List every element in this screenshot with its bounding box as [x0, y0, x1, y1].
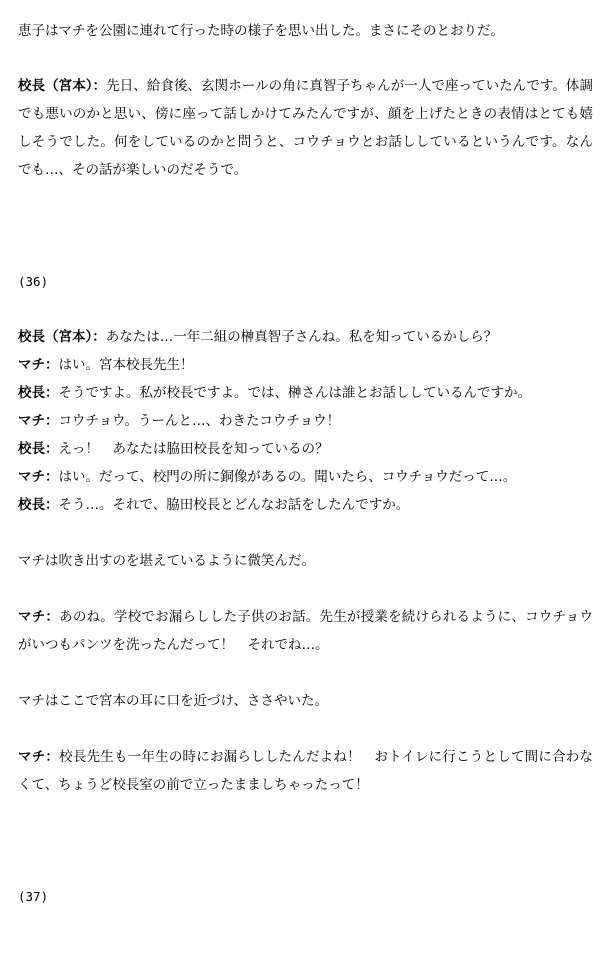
dialogue-line: [18, 743, 593, 799]
dialogue-text: 先日、給食後、玄関ホールの角に真智子ちゃんが一人で座っていたんです。体調でも悪いのかと思い、傍に座って話しかけてみたんですが、顔を上げたときの表情はとても嬉しそうでした。何をしているのかと問うと、コウチョウとお話ししているというんです。なんでも…、その話が楽しいのだそうで。: [18, 78, 593, 178]
dialogue-line: [18, 435, 593, 463]
dialogue-line: [18, 463, 593, 491]
narration: マチは吹き出すのを堪えているように微笑んだ。: [18, 553, 315, 569]
speaker-label: マチ：: [18, 413, 59, 429]
dialogue-text: コウチョウ。うーんと…、わきたコウチョウ！: [58, 413, 341, 429]
speaker-label: 校長：: [18, 385, 59, 401]
dialogue-line: [18, 603, 593, 659]
dialogue-text: そうですよ。私が校長ですよ。では、榊さんは誰とお話ししているんですか。: [58, 385, 531, 401]
page-number: (36): [18, 274, 49, 289]
dialogue-text: 校長先生も一年生の時にお漏らししたんだよね！ おトイレに行こうとして間に合わなくて、ちょうど校長室の前で立ったまましちゃったって！: [18, 749, 594, 793]
speaker-label: 校長（宮本）：: [18, 78, 107, 94]
dialogue-text: そう…。それで、脇田校長とどんなお話をしたんですか。: [58, 497, 410, 513]
speaker-label: 校長：: [18, 441, 59, 457]
dialogue-line: [18, 351, 593, 379]
dialogue-line: [18, 323, 593, 351]
dialogue-text: あなたは…一年二組の榊真智子さんね。私を知っているかしら？: [105, 329, 498, 345]
dialogue-line: [18, 72, 593, 184]
page-number: (37): [18, 889, 49, 904]
dialogue-text: はい。宮本校長先生！: [58, 357, 194, 373]
speaker-label: マチ：: [18, 609, 60, 625]
narration: マチはここで宮本の耳に口を近づけ、ささやいた。: [18, 693, 328, 709]
dialogue-line: [18, 379, 593, 407]
narration: 恵子はマチを公園に連れて行った時の様子を思い出した。まさにそのとおりだ。: [18, 23, 504, 39]
speaker-label: 校長（宮本）：: [18, 329, 106, 345]
speaker-label: マチ：: [18, 749, 60, 765]
speaker-label: マチ：: [18, 357, 59, 373]
dialogue-line: [18, 407, 593, 435]
speaker-label: 校長：: [18, 497, 59, 513]
speaker-label: マチ：: [18, 469, 59, 485]
dialogue-text: はい。だって、校門の所に銅像があるの。聞いたら、コウチョウだって…。: [58, 469, 517, 485]
dialogue-line: [18, 491, 593, 519]
dialogue-text: あのね。学校でお漏らしした子供のお話。先生が授業を続けられるように、コウチョウがいつもパンツを洗ったんだって！ それでね…。: [18, 609, 593, 653]
dialogue-text: えっ！ あなたは脇田校長を知っているの？: [58, 441, 329, 457]
